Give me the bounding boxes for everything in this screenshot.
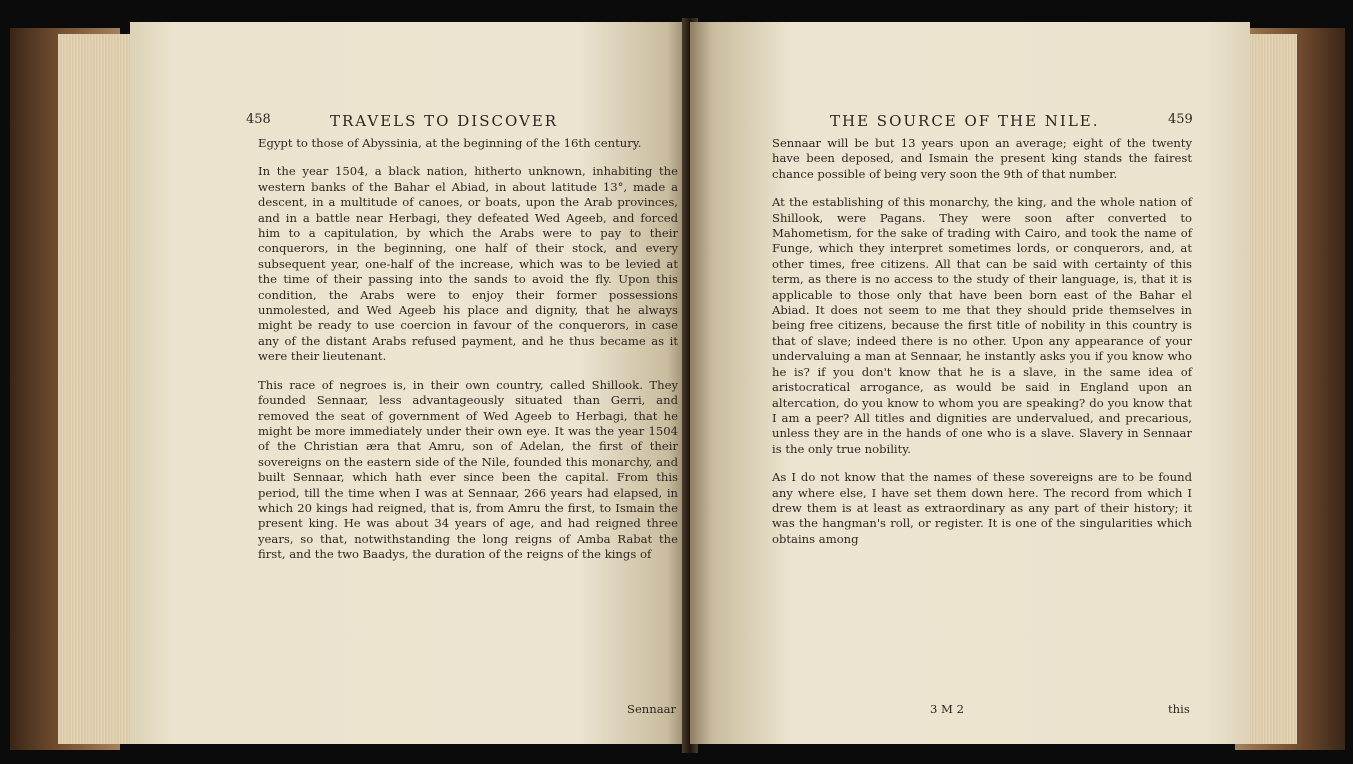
paragraph: Sennaar will be but 13 years upon an average; eight of the twenty have been deposed, and Ismain the present king stands the fairest chance possible of being very soon the 9th of that number. <box>772 136 1192 181</box>
paragraph: As I do not know that the names of these sovereigns are to be found any where else, I have set them down here. The record from which I drew them is at least as extraordinary as any part of their history; it was the hangman's roll, or register. It is one of the singularities which obtains among <box>772 470 1192 546</box>
open-book <box>10 18 1345 753</box>
catchword-left: Sennaar <box>627 702 677 716</box>
right-page-text <box>772 136 1192 560</box>
paragraph: In the year 1504, a black nation, hitherto unknown, inhabiting the western banks of the Bahar el Abiad, in about latitude 13°, made a descent, in a multitude of canoes, or boats, upon the Arab provinces, and in a battle near Herbagi, they defeated Wed Ageeb, and forced him to a capitulation, by which the Arabs were to pay to their conquerors, in the beginning, one half of their stock, and every subsequent year, one-half of the increase, which was to be levied at the time of their passing into the sands to avoid the fly. Upon this condition, the Arabs were to enjoy their former possessions unmolested, and Wed Ageeb his place and dignity, that he always might be ready to use coercion in favour of the conquerors, in case any of the distant Arabs refused payment, and he thus became as it were their lieutenant. <box>258 164 678 364</box>
paragraph: At the establishing of this monarchy, the king, and the whole nation of Shillook, were Pagans. They were soon after converted to Mahometism, for the sake of trading with Cairo, and took the name of Funge, which they interpret sometimes lords, or conquerors, and, at other times, free citizens. All that can be said with certainty of this term, as there is no access to the study of their language, is, that it is applicable to those only that have been born east of the Bahar el Abiad. It does not seem to me that they should pride themselves in being free citizens, because the first title of nobility in this country is that of slave; indeed there is no other. Upon any appearance of your undervaluing a man at Sennaar, he instantly asks you if you know who he is? if you don't know that he is a slave, in the same idea of aristocratical arrogance, as would be said in England upon an altercation, do you know to whom you are speaking? do you know that I am a peer? All titles and dignities are undervalued, and precarious, unless they are in the hands of one who is a slave. Slavery in Sennaar is the only true nobility. <box>772 195 1192 456</box>
paragraph: Egypt to those of Abyssinia, at the beginning of the 16th century. <box>258 136 642 150</box>
running-head-right: THE SOURCE OF THE NILE. <box>830 112 1100 130</box>
catchword-right: this <box>1168 702 1190 716</box>
page-number-left: 458 <box>246 112 271 127</box>
paragraph: This race of negroes is, in their own country, called Shillook. They founded Sennaar, less advantageously situated than Gerri, and removed the seat of government of Wed Ageeb to Herbagi, that he might be more immediately under their own eye. It was the year 1504 of the Christian æra that Amru, son of Adelan, the first of their sovereigns on the eastern side of the Nile, founded this monarchy, and built Sennaar, which hath ever since been the capital. From this period, till the time when I was at Sennaar, 266 years had elapsed, in which 20 kings had reigned, that is, from Amru the first, to Ismain the present king. He was about 34 years of age, and had reigned three years, so that, notwithstanding the long reigns of Amba Rabat the first, and the two Baadys, the duration of the reigns of the kings of <box>258 377 678 562</box>
right-page <box>690 22 1250 744</box>
left-page <box>130 22 690 744</box>
left-page-edges <box>58 34 138 744</box>
signature-mark: 3 M 2 <box>930 702 964 716</box>
running-head-left: TRAVELS TO DISCOVER <box>330 112 559 130</box>
left-page-text <box>258 136 678 576</box>
page-number-right: 459 <box>1168 112 1193 127</box>
